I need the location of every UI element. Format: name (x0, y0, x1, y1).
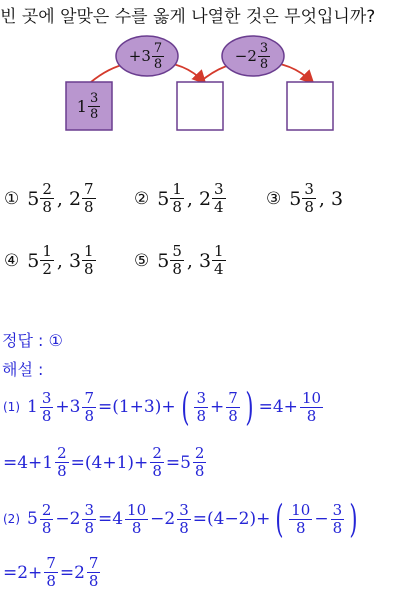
solution-line-4: =2+ $\frac{7}{8}$ =2 $\frac{7}{8}$ (3, 554, 99, 590)
answer-line (2, 328, 63, 351)
choice-5[interactable]: ⑤ 5 $\frac{5}{8}$ , 3 $\frac{1}{4}$ (134, 242, 224, 278)
flow-diagram (0, 0, 400, 140)
answer-label: 정답 : (2, 331, 44, 350)
explanation-label: 해설 : (2, 360, 44, 379)
choice-3[interactable]: ③ 5 $\frac{3}{8}$ , 3 (266, 180, 344, 216)
start-value: 1 $\frac{3}{8}$ (76, 90, 99, 122)
blank-box-1 (177, 82, 223, 130)
solution-line-1: (1) 1 $\frac{3}{8}$ +3 $\frac{7}{8}$ =(1+3)+ ( $\frac{3}{8}$ + $\frac{7}{8}$ ) =4+ $\frac{10}{8}$ (3, 385, 322, 429)
blank-box-2 (287, 82, 333, 130)
solution-line-2: =4+1 $\frac{2}{8}$ =(4+1)+ $\frac{2}{8}$ =5 $\frac{2}{8}$ (3, 444, 205, 480)
solution-line-3: (2) 5 $\frac{2}{8}$ −2 $\frac{3}{8}$ =4 $\frac{10}{8}$ −2 $\frac{3}{8}$ =(4−2)+ ( $\frac{10}{8}$ − $\frac{3}{8}$ ) (3, 497, 358, 541)
choice-1[interactable]: ① 5 $\frac{2}{8}$ , 2 $\frac{7}{8}$ (4, 180, 94, 216)
question-text: 빈 곳에 알맞은 수를 옳게 나열한 것은 무엇입니까? (0, 7, 376, 27)
choice-2[interactable]: ② 5 $\frac{1}{8}$ , 2 $\frac{3}{4}$ (134, 180, 224, 216)
op2-value: −2 $\frac{3}{8}$ (234, 40, 269, 72)
choice-4[interactable]: ④ 5 $\frac{1}{2}$ , 3 $\frac{1}{8}$ (4, 242, 94, 278)
op1-value: +3 $\frac{7}{8}$ (128, 40, 163, 72)
answer-value: ① (48, 331, 63, 350)
